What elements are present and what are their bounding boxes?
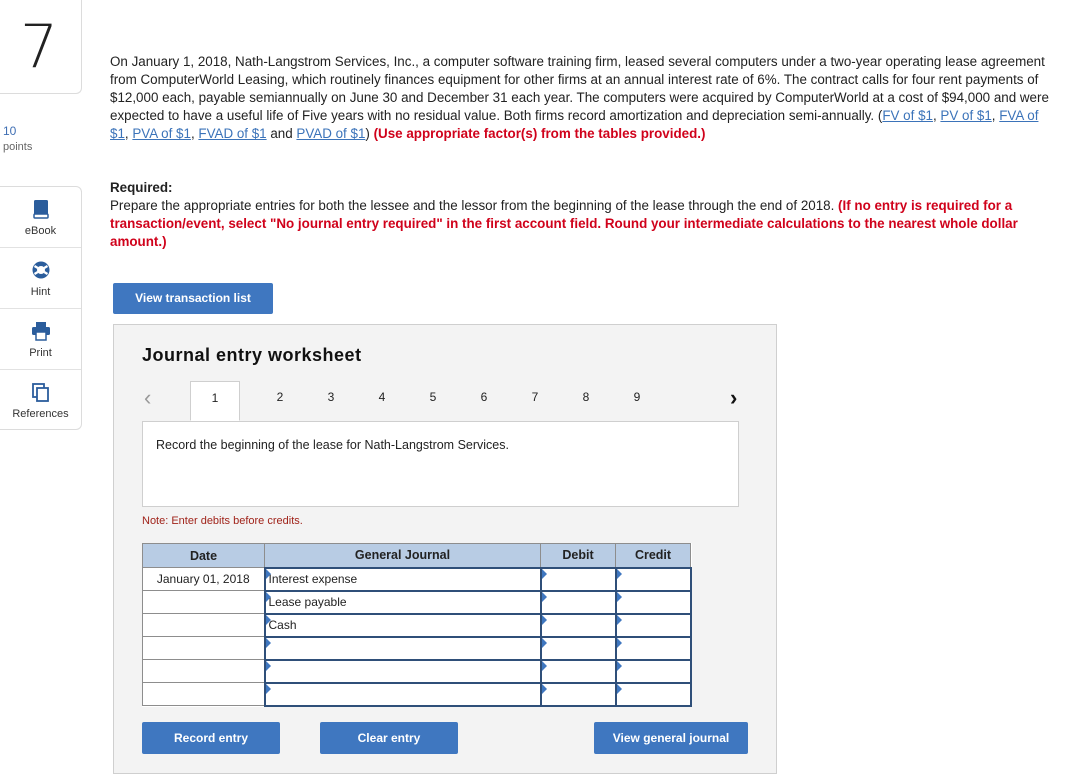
required-heading: Required: (110, 180, 173, 195)
debit-field[interactable] (541, 660, 616, 683)
references-button[interactable] (0, 370, 81, 431)
account-field[interactable] (265, 614, 541, 637)
account-field[interactable] (265, 683, 541, 706)
debit-header: Debit (541, 544, 616, 568)
debit-field[interactable] (541, 614, 616, 637)
worksheet-title: Journal entry worksheet (142, 345, 362, 365)
link-separator: , (932, 108, 941, 123)
tab-5[interactable]: 5 (429, 390, 437, 404)
table-row (143, 591, 691, 614)
required-section (110, 179, 1050, 251)
debit-field[interactable] (541, 591, 616, 614)
date-cell: January 01, 2018 (143, 568, 265, 591)
pvad-link[interactable]: PVAD of $1 (296, 126, 366, 141)
worksheet-pager (142, 381, 752, 421)
credit-header: Credit (616, 544, 691, 568)
credit-field[interactable] (616, 660, 691, 683)
tab-3[interactable]: 3 (327, 390, 335, 404)
tab-8[interactable]: 8 (582, 390, 590, 404)
date-cell (143, 637, 265, 660)
required-text: Prepare the appropriate entries for both the lessee and the lessor from the beginning of the lease through the end of 2018. (110, 198, 839, 213)
ebook-button[interactable] (0, 187, 81, 248)
view-general-journal-button[interactable]: View general journal (594, 722, 748, 754)
points-indicator (3, 123, 32, 155)
credit-field[interactable] (616, 614, 691, 637)
account-field[interactable] (265, 591, 541, 614)
account-field[interactable] (265, 637, 541, 660)
chevron-left-icon[interactable]: ‹ (144, 385, 152, 410)
clear-entry-button[interactable]: Clear entry (320, 722, 458, 754)
credit-field[interactable] (616, 683, 691, 706)
debit-field[interactable] (541, 637, 616, 660)
fva-link[interactable]: FVA of $1 (110, 108, 1039, 141)
view-transaction-list-button[interactable]: View transaction list (113, 283, 273, 314)
account-field[interactable] (265, 568, 541, 591)
factor-instruction: (Use appropriate factor(s) from the tables provided.) (373, 126, 706, 141)
account-value: Lease payable (268, 595, 347, 609)
table-row (143, 660, 691, 683)
journal-worksheet-panel (113, 324, 777, 774)
credit-field[interactable] (616, 568, 691, 591)
print-label: Print (29, 347, 52, 359)
chevron-right-icon[interactable]: › (730, 385, 738, 410)
tab-1[interactable]: 1 (190, 381, 240, 421)
pva-link[interactable]: PVA of $1 (132, 126, 191, 141)
fv-link[interactable]: FV of $1 (882, 108, 933, 123)
journal-table (142, 543, 692, 707)
account-value: Interest expense (268, 572, 358, 586)
credit-field[interactable] (616, 637, 691, 660)
table-row (143, 637, 691, 660)
tab-2[interactable]: 2 (276, 390, 284, 404)
problem-text (110, 53, 1050, 143)
points-label: points (3, 141, 33, 153)
points-value: 10 (3, 124, 17, 138)
question-number: 7 (20, 12, 59, 82)
copy-icon (31, 382, 51, 402)
question-number-box (0, 0, 82, 94)
general-journal-header: General Journal (265, 544, 541, 568)
credit-field[interactable] (616, 591, 691, 614)
date-header: Date (143, 544, 265, 568)
account-field[interactable] (265, 660, 541, 683)
debit-credit-note: Note: Enter debits before credits. (142, 515, 303, 527)
lifebuoy-icon (31, 260, 51, 280)
required-note: (If no entry is required for a transaction/event, select "No journal entry required" in the first account field. Round your intermediate calculations to the nearest whole dollar amount.) (110, 198, 1018, 249)
account-value: Cash (268, 618, 297, 632)
pv-link[interactable]: PV of $1 (940, 108, 992, 123)
debit-field[interactable] (541, 683, 616, 706)
tab-4[interactable]: 4 (378, 390, 386, 404)
tab-9[interactable]: 9 (633, 390, 641, 404)
date-cell (143, 683, 265, 706)
date-cell (143, 614, 265, 637)
record-entry-button[interactable]: Record entry (142, 722, 280, 754)
date-cell (143, 591, 265, 614)
tab-6[interactable]: 6 (480, 390, 488, 404)
table-row (143, 683, 691, 706)
debit-field[interactable] (541, 568, 616, 591)
link-and: and (266, 126, 297, 141)
table-row (143, 568, 691, 591)
resource-rail (0, 186, 82, 430)
print-button[interactable] (0, 309, 81, 370)
link-separator: , (190, 126, 199, 141)
link-close: ) (365, 126, 374, 141)
link-separator: , (124, 126, 133, 141)
tab-7[interactable]: 7 (531, 390, 539, 404)
ebook-label: eBook (24, 225, 57, 237)
hint-button[interactable] (0, 248, 81, 309)
link-separator: , (991, 108, 1000, 123)
references-label: References (12, 408, 69, 420)
date-cell (143, 660, 265, 683)
table-row (143, 614, 691, 637)
entry-instruction: Record the beginning of the lease for Nath-Langstrom Services. (142, 421, 739, 507)
book-icon (32, 199, 50, 219)
hint-label: Hint (30, 286, 51, 298)
printer-icon (31, 321, 51, 341)
problem-body: On January 1, 2018, Nath-Langstrom Services, Inc., a computer software training firm, leased several computers under a two-year operating lease agreement from ComputerWorld Leasing, which routinely finances equipment for other firms at an annual interest rate of 6%. The contract calls for four rent payments of $12,000 each, payable semiannually on June 30 and December 31 each year. The computers were acquired by ComputerWorld at a cost of $94,000 and were expected to have a useful life of Five years with no residual value. Both firms record amortization and depreciation semi-annually. ( (110, 54, 1049, 123)
fvad-link[interactable]: FVAD of $1 (198, 126, 267, 141)
